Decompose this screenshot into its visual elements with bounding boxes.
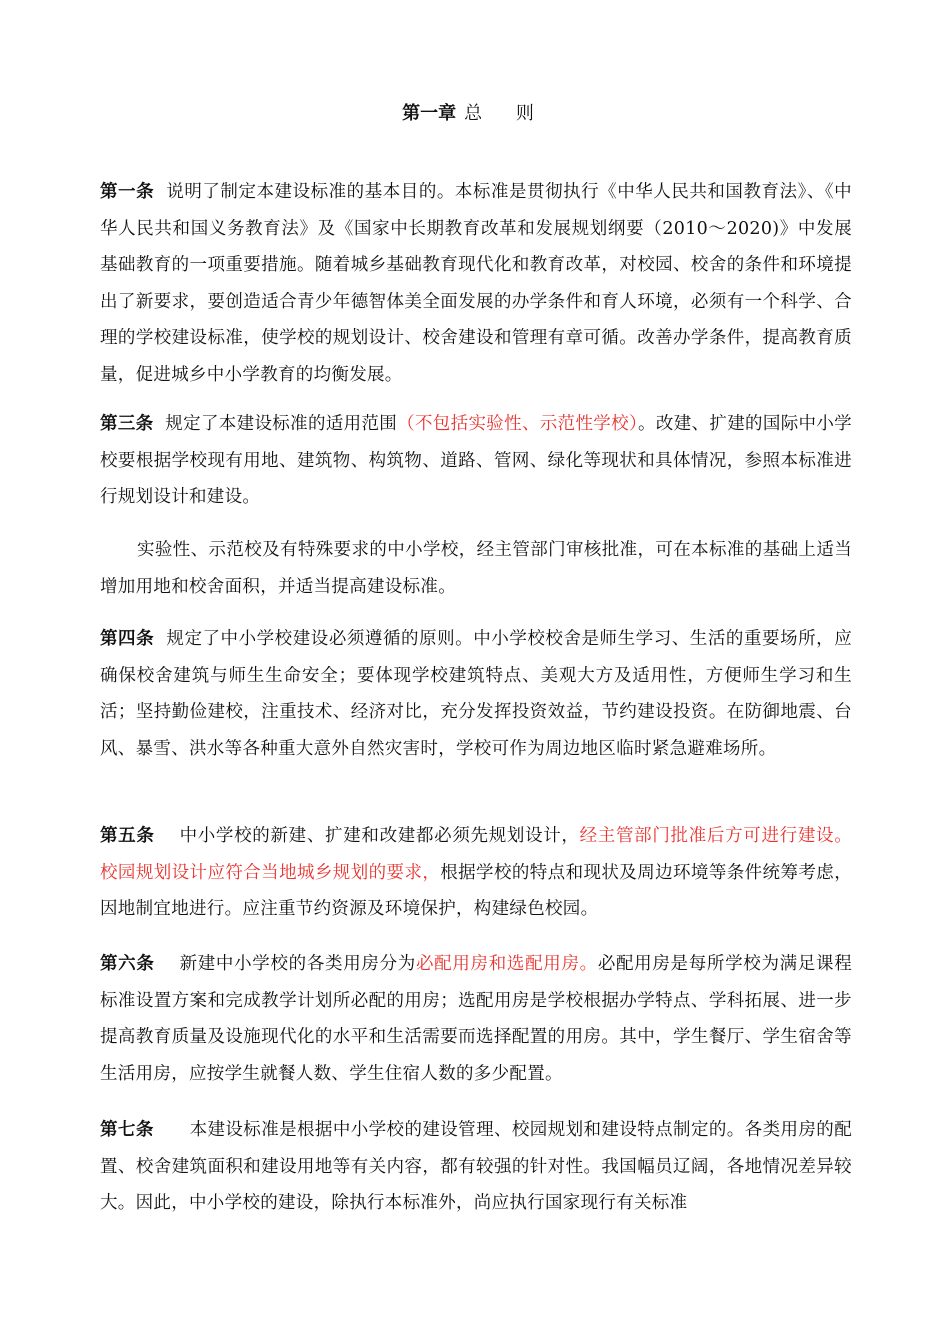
article-5-red-text: 经主管部门批准后方可进行建设。校园规划设计应符合当地城乡规划的要求， xyxy=(100,826,853,883)
chapter-number: 第一章 xyxy=(402,103,457,124)
chapter-title: 总 则 xyxy=(464,103,548,124)
article-4-text: 规定了中小学校建设必须遵循的原则。中小学校校舍是师生学习、生活的重要场所，应确保校舍建筑与师生生命安全；要体现学校建筑特点、美观大方及适用性，方便师生学习和生活；坚持勤俭建校，注重技术、经济对比，充分发挥投资效益，节约建设投资。在防御地震、台风、暴雪、洪水等各种重大意外自然灾害时，学校可作为周边地区临时紧急避难场所。 xyxy=(100,629,852,759)
article-7 xyxy=(100,1112,852,1222)
article-4-sep xyxy=(154,629,166,649)
article-3-supplement xyxy=(100,532,852,605)
article-5-lead: 第五条 xyxy=(100,826,155,846)
article-6-text-after: 必配用房是每所学校为满足课程标准设置方案和完成教学计划所必配的用房；选配用房是学校根据办学特点、学科拓展、进一步提高教育质量及设施现代化的水平和生活需要而选择配置的用房。其中，学生餐厅、学生宿舍等生活用房，应按学生就餐人数、学生住宿人数的多少配置。 xyxy=(100,954,853,1084)
article-7-sep xyxy=(154,1120,190,1140)
article-1-lead: 第一条 xyxy=(100,182,155,202)
article-3 xyxy=(100,406,852,516)
article-5-text-after: 根据学校的特点和现状及周边环境等条件统筹考虑，因地制宜地进行。应注重节约资源及环境保护，构建绿色校园。 xyxy=(100,862,852,919)
article-5-text-before: 中小学校的新建、扩建和改建都必须先规划设计， xyxy=(179,826,580,846)
article-6 xyxy=(100,946,852,1092)
article-3-supplement-text: 实验性、示范校及有特殊要求的中小学校，经主管部门审核批准，可在本标准的基础上适当增加用地和校舍面积，并适当提高建设标准。 xyxy=(100,540,852,597)
article-4 xyxy=(100,621,852,767)
article-5-sep xyxy=(155,826,180,846)
article-6-lead: 第六条 xyxy=(100,954,155,974)
article-6-text-before: 新建中小学校的各类用房分为 xyxy=(179,954,416,974)
article-6-red-text: 必配用房和选配用房。 xyxy=(415,954,598,974)
article-3-text-before: 规定了本建设标准的适用范围 xyxy=(165,414,398,434)
article-3-lead: 第三条 xyxy=(100,414,154,434)
article-3-red-text: （不包括实验性、示范性学校） xyxy=(397,414,639,434)
article-6-sep xyxy=(155,954,180,974)
article-1-sep xyxy=(154,182,166,202)
chapter-heading xyxy=(0,100,950,128)
article-3-text-after: 。改建、扩建的国际中小学校要根据学校现有用地、建筑物、构筑物、道路、管网、绿化等现状和具体情况，参照本标准进行规划设计和建设。 xyxy=(100,414,852,507)
article-1 xyxy=(100,174,852,393)
article-7-lead: 第七条 xyxy=(100,1120,154,1140)
article-7-text: 本建设标准是根据中小学校的建设管理、校园规划和建设特点制定的。各类用房的配置、校舍建筑面积和建设用地等有关内容，都有较强的针对性。我国幅员辽阔，各地情况差异较大。因此，中小学校的建设，除执行本标准外，尚应执行国家现行有关标准 xyxy=(100,1120,852,1213)
article-3-sep xyxy=(154,414,166,434)
article-4-lead: 第四条 xyxy=(100,629,155,649)
article-5 xyxy=(100,818,852,928)
article-1-text: 说明了制定本建设标准的基本目的。本标准是贯彻执行《中华人民共和国教育法》、《中华人民共和国义务教育法》及《国家中长期教育改革和发展规划纲要（2010～2020)》中发展基础教育的一项重要措施。随着城乡基础教育现代化和教育改革，对校园、校舍的条件和环境提出了新要求，要创造适合青少年德智体美全面发展的办学条件和育人环境，必须有一个科学、合理的学校建设标准，使学校的规划设计、校舍建设和管理有章可循。改善办学条件，提高教育质量，促进城乡中小学教育的均衡发展。 xyxy=(100,182,852,385)
